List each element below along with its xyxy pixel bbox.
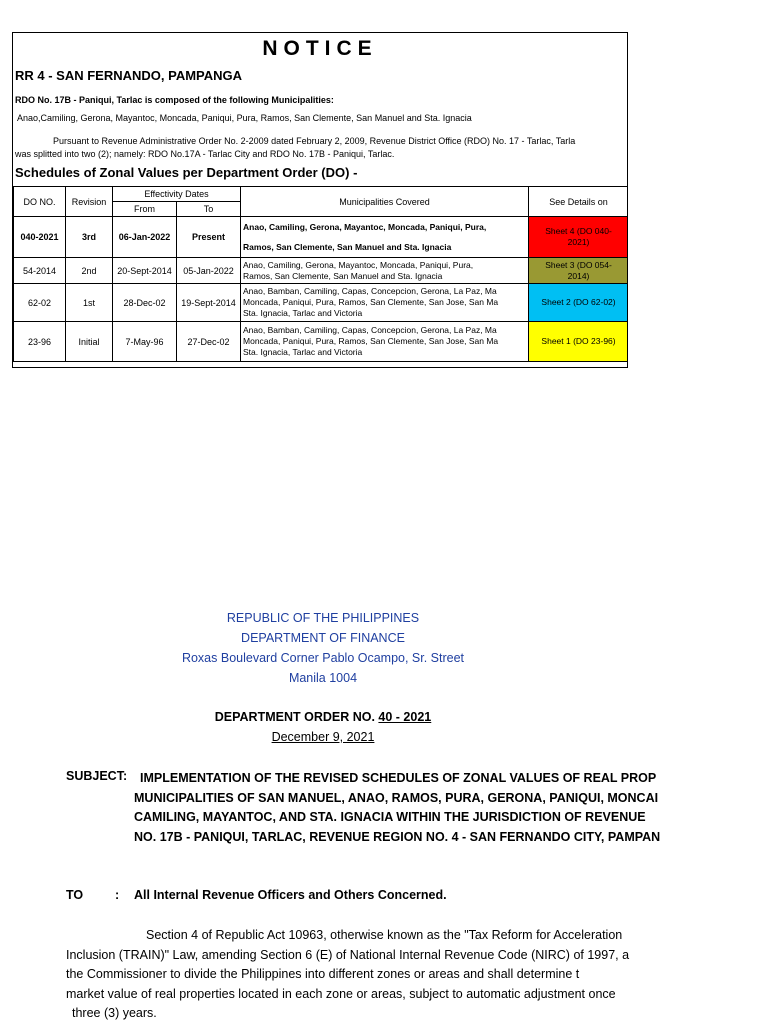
pursuant-line-2: was splitted into two (2); namely: RDO No.17A - Tarlac City and RDO No. 17B - Paniqui, Tarlac. [15, 149, 395, 159]
notice-title: NOTICE [262, 37, 378, 60]
to-colon: : [115, 888, 120, 902]
cell-municipalities [241, 258, 529, 284]
letterhead-city: Manila 1004 [288, 671, 358, 685]
muni-line: Sta. Ignacia, Tarlac and Victoria [243, 347, 363, 357]
see-line: Sheet 4 (DO 040- [545, 226, 612, 236]
cell-to: 19-Sept-2014 [177, 284, 241, 322]
do-date-text: December 9, 2021 [271, 730, 375, 744]
subject-line: NO. 17B - PANIQUI, TARLAC, REVENUE REGION NO. 4 - SAN FERNANDO CITY, PAMPAN [134, 829, 661, 844]
schedules-heading: Schedules of Zonal Values per Department Order (DO) - [15, 165, 358, 180]
do-number: 40 - 2021 [378, 710, 432, 724]
cell-to: 05-Jan-2022 [177, 258, 241, 284]
muni-line: Anao, Camiling, Gerona, Mayantoc, Moncada, Paniqui, Pura, [243, 259, 474, 270]
letterhead-address: Roxas Boulevard Corner Pablo Ocampo, Sr. Street [181, 651, 465, 665]
header-revision: Revision [66, 187, 113, 217]
to-recipients: All Internal Revenue Officers and Others Concerned. [134, 888, 447, 902]
cell-from: 28-Dec-02 [113, 284, 177, 322]
notice-sheet [12, 32, 628, 368]
see-details-sheet-3[interactable] [529, 258, 628, 284]
header-municipalities: Municipalities Covered [241, 187, 529, 217]
cell-do-no: 040-2021 [14, 217, 66, 258]
cell-revision: 3rd [66, 217, 113, 258]
table-row [14, 217, 629, 258]
revenue-region-heading: RR 4 - SAN FERNANDO, PAMPANGA [15, 68, 243, 83]
cell-to: 27-Dec-02 [177, 322, 241, 362]
muni-line: Ramos, San Clemente, San Manuel and Sta. Ignacia [243, 270, 443, 281]
header-see-details: See Details on [529, 187, 628, 217]
cell-municipalities [241, 217, 529, 258]
cell-municipalities [241, 284, 529, 322]
muni-line: Moncada, Paniqui, Pura, Ramos, San Clemente, San Jose, San Ma [243, 336, 499, 346]
cell-municipalities [241, 322, 529, 362]
cell-revision: 1st [66, 284, 113, 322]
cell-from: 06-Jan-2022 [113, 217, 177, 258]
header-from: From [113, 202, 177, 217]
see-details-sheet-2[interactable] [529, 284, 628, 322]
subject-line: CAMILING, MAYANTOC, AND STA. IGNACIA WITHIN THE JURISDICTION OF REVENUE [134, 810, 646, 824]
table-row [14, 322, 629, 362]
muni-line: Sta. Ignacia, Tarlac and Victoria [243, 308, 363, 318]
cell-do-no: 54-2014 [14, 258, 66, 284]
body-line: market value of real properties located in each zone or areas, subject to automatic adjustment once [66, 986, 616, 1001]
muni-line: Anao, Camiling, Gerona, Mayantoc, Moncada, Paniqui, Pura, [243, 222, 487, 232]
muni-line: Anao, Bamban, Camiling, Capas, Concepcion, Gerona, La Paz, Ma [243, 325, 497, 335]
subject-text [134, 769, 768, 847]
table-row [14, 258, 629, 284]
header-do-no: DO NO. [14, 187, 66, 217]
letterhead-republic: REPUBLIC OF THE PHILIPPINES [226, 611, 420, 625]
cell-do-no: 23-96 [14, 322, 66, 362]
header-to: To [177, 202, 241, 217]
cell-from: 7-May-96 [113, 322, 177, 362]
see-line: Sheet 3 (DO 054- [545, 259, 612, 270]
rdo-line: RDO No. 17B - Paniqui, Tarlac is composed of the following Municipalities: [15, 95, 334, 105]
see-details-sheet-1[interactable] [529, 322, 628, 362]
muni-line: Ramos, San Clemente, San Manuel and Sta. Ignacia [243, 242, 452, 252]
subject-line: MUNICIPALITIES OF SAN MANUEL, ANAO, RAMOS, PURA, GERONA, PANIQUI, MONCAI [134, 790, 659, 805]
body-line: Inclusion (TRAIN)" Law, amending Section 6 (E) of National Internal Revenue Code (NIRC) of 1997, a [66, 947, 630, 962]
department-order-date [0, 730, 646, 744]
cell-revision: Initial [66, 322, 113, 362]
letterhead-department: DEPARTMENT OF FINANCE [241, 631, 405, 645]
see-line: 2021) [567, 237, 590, 247]
department-order-number [0, 710, 646, 724]
subject-line: IMPLEMENTATION OF THE REVISED SCHEDULES OF ZONAL VALUES OF REAL PROP [140, 771, 657, 785]
pursuant-line-1: Pursuant to Revenue Administrative Order No. 2-2009 dated February 2, 2009, Revenue District Office (RDO) No. 17 - Tarlac, Tarla [53, 136, 576, 146]
municipalities-list: Anao,Camiling, Gerona, Mayantoc, Moncada, Paniqui, Pura, Ramos, San Clemente, San Manuel and Sta. Ignacia [17, 113, 472, 123]
table-row [14, 284, 629, 322]
zonal-values-table [13, 186, 628, 362]
see-line: 2014) [567, 270, 590, 281]
cell-to: Present [177, 217, 241, 258]
do-label: DEPARTMENT ORDER NO. [214, 710, 375, 724]
muni-line: Anao, Bamban, Camiling, Capas, Concepcion, Gerona, La Paz, Ma [243, 286, 497, 296]
cell-do-no: 62-02 [14, 284, 66, 322]
cell-from: 20-Sept-2014 [113, 258, 177, 284]
header-effectivity: Effectivity Dates [113, 187, 241, 202]
subject-label: SUBJECT: [66, 769, 128, 783]
body-line: Section 4 of Republic Act 10963, otherwise known as the "Tax Reform for Acceleration [146, 928, 623, 942]
see-line: Sheet 2 (DO 62-02) [541, 297, 616, 307]
see-details-sheet-4[interactable] [529, 217, 628, 258]
to-label: TO [66, 888, 84, 902]
body-paragraph [66, 926, 768, 1024]
pursuant-paragraph [15, 135, 627, 161]
see-line: Sheet 1 (DO 23-96) [541, 336, 616, 346]
body-line: three (3) years. [72, 1006, 157, 1020]
body-line: the Commissioner to divide the Philippines into different zones or areas and shall determine t [66, 967, 580, 981]
muni-line: Moncada, Paniqui, Pura, Ramos, San Clemente, San Jose, San Ma [243, 297, 499, 307]
cell-revision: 2nd [66, 258, 113, 284]
